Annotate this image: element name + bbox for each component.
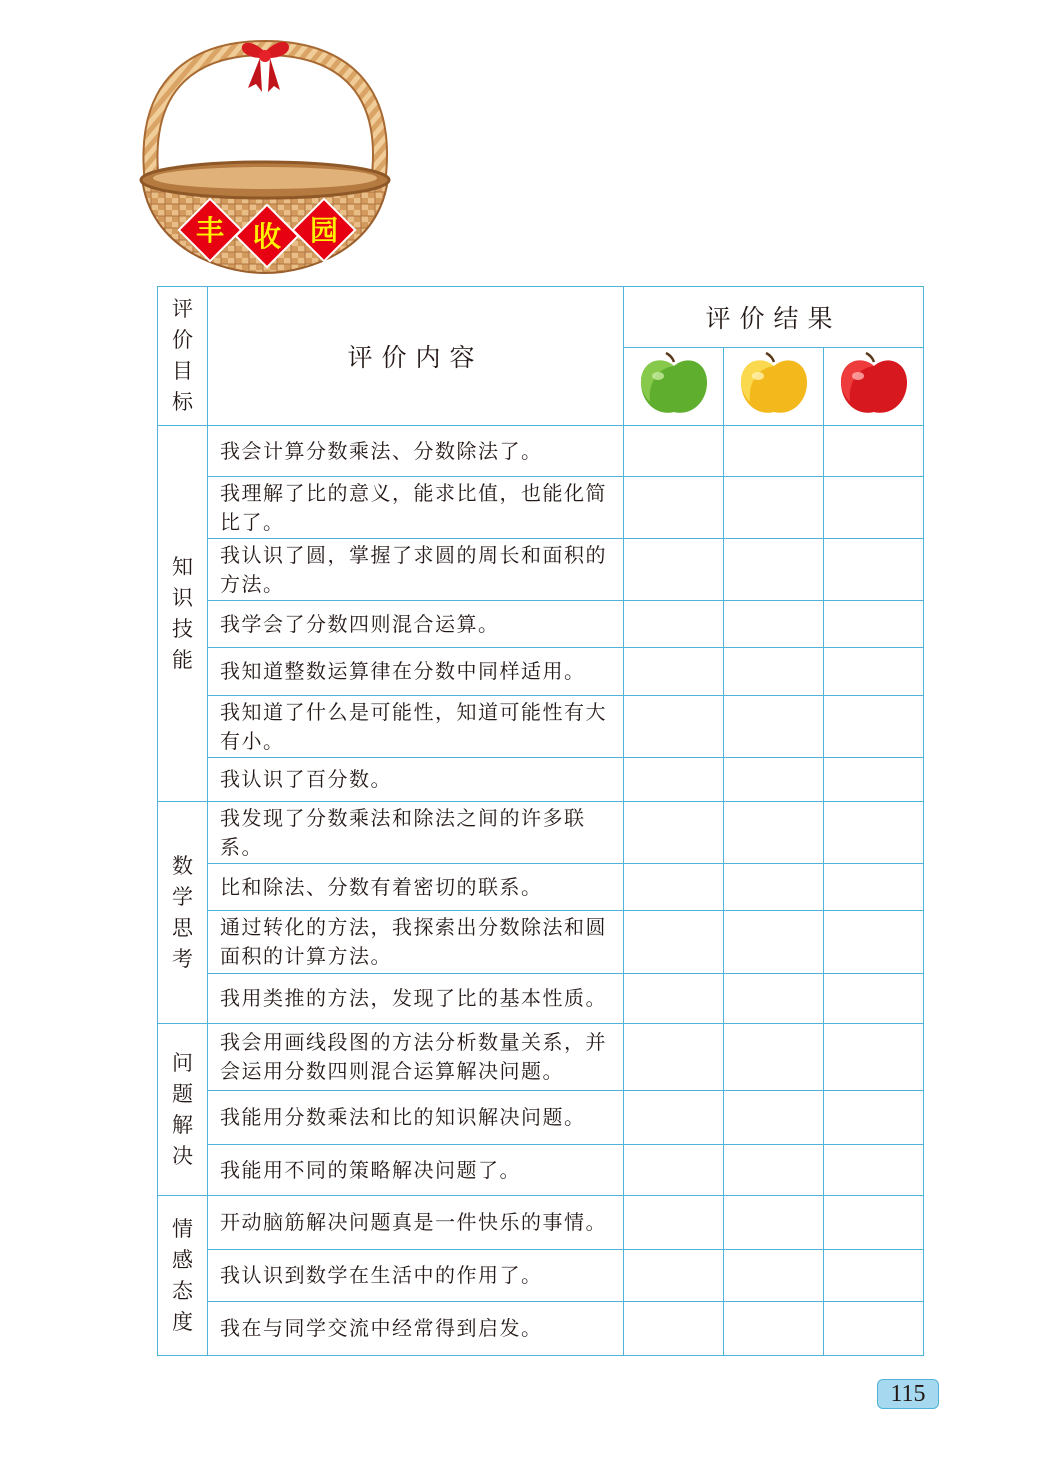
rating-cell-green[interactable] <box>624 696 724 758</box>
rating-cell-yellow[interactable] <box>724 1250 824 1302</box>
rating-cell-green[interactable] <box>624 974 724 1024</box>
rating-cell-yellow[interactable] <box>724 864 824 911</box>
rating-cell-yellow[interactable] <box>724 974 824 1024</box>
rating-cell-green[interactable] <box>624 1302 724 1356</box>
table-row <box>158 1250 924 1302</box>
rating-cell-red[interactable] <box>824 1145 924 1196</box>
apple-header-red <box>824 348 924 426</box>
rating-cell-red[interactable] <box>824 539 924 601</box>
rating-cell-yellow[interactable] <box>724 758 824 802</box>
rating-cell-green[interactable] <box>624 1196 724 1250</box>
rating-cell-yellow[interactable] <box>724 477 824 539</box>
criterion-text: 我认识到数学在生活中的作用了。 <box>208 1250 624 1302</box>
title-char: 丰 <box>195 214 225 247</box>
rating-cell-red[interactable] <box>824 1196 924 1250</box>
rating-cell-green[interactable] <box>624 539 724 601</box>
rating-cell-yellow[interactable] <box>724 426 824 477</box>
criterion-text: 我知道了什么是可能性，知道可能性有大有小。 <box>208 696 624 758</box>
criterion-text: 我理解了比的意义，能求比值，也能化简比了。 <box>208 477 624 539</box>
rating-cell-yellow[interactable] <box>724 1024 824 1091</box>
rating-cell-yellow[interactable] <box>724 696 824 758</box>
harvest-basket-illustration <box>130 18 400 280</box>
page-number: 115 <box>877 1379 939 1409</box>
rating-cell-red[interactable] <box>824 601 924 648</box>
table-row <box>158 601 924 648</box>
rating-cell-red[interactable] <box>824 696 924 758</box>
section-label: 知 识 技 能 <box>158 426 208 802</box>
evaluation-table <box>157 286 924 1356</box>
section-label: 情 感 态 度 <box>158 1196 208 1356</box>
content-header: 评价内容 <box>208 287 624 426</box>
table-row <box>158 802 924 864</box>
rating-cell-yellow[interactable] <box>724 1196 824 1250</box>
table-row <box>158 1196 924 1250</box>
criterion-text: 我会用画线段图的方法分析数量关系，并会运用分数四则混合运算解决问题。 <box>208 1024 624 1091</box>
rating-cell-red[interactable] <box>824 802 924 864</box>
red-apple-icon <box>838 352 910 418</box>
rating-cell-red[interactable] <box>824 648 924 696</box>
rating-cell-green[interactable] <box>624 911 724 974</box>
rating-cell-green[interactable] <box>624 1145 724 1196</box>
criterion-text: 我在与同学交流中经常得到启发。 <box>208 1302 624 1356</box>
table-row <box>158 911 924 974</box>
rating-cell-green[interactable] <box>624 758 724 802</box>
rating-cell-red[interactable] <box>824 911 924 974</box>
criterion-text: 我知道整数运算律在分数中同样适用。 <box>208 648 624 696</box>
rating-cell-yellow[interactable] <box>724 648 824 696</box>
section-label: 数 学 思 考 <box>158 802 208 1024</box>
title-char: 园 <box>309 214 339 247</box>
rating-cell-yellow[interactable] <box>724 1145 824 1196</box>
criterion-text: 通过转化的方法，我探索出分数除法和圆面积的计算方法。 <box>208 911 624 974</box>
table-row <box>158 864 924 911</box>
rating-cell-red[interactable] <box>824 1250 924 1302</box>
title-char: 收 <box>252 220 282 253</box>
table-row <box>158 539 924 601</box>
table-row <box>158 1302 924 1356</box>
rating-cell-green[interactable] <box>624 1024 724 1091</box>
table-row <box>158 974 924 1024</box>
rating-cell-red[interactable] <box>824 477 924 539</box>
table-row <box>158 758 924 802</box>
criterion-text: 我会计算分数乘法、分数除法了。 <box>208 426 624 477</box>
rating-cell-red[interactable] <box>824 758 924 802</box>
table-row <box>158 477 924 539</box>
criterion-text: 我学会了分数四则混合运算。 <box>208 601 624 648</box>
table-row <box>158 1145 924 1196</box>
table-row <box>158 1091 924 1145</box>
rating-cell-red[interactable] <box>824 1302 924 1356</box>
rating-cell-yellow[interactable] <box>724 802 824 864</box>
criterion-text: 我认识了圆，掌握了求圆的周长和面积的方法。 <box>208 539 624 601</box>
rating-cell-red[interactable] <box>824 1091 924 1145</box>
rating-cell-red[interactable] <box>824 1024 924 1091</box>
rating-cell-green[interactable] <box>624 802 724 864</box>
apple-header-yellow <box>724 348 824 426</box>
rating-cell-red[interactable] <box>824 426 924 477</box>
yellow-apple-icon <box>738 352 810 418</box>
rating-cell-yellow[interactable] <box>724 601 824 648</box>
rating-cell-green[interactable] <box>624 426 724 477</box>
table-row <box>158 648 924 696</box>
criterion-text: 开动脑筋解决问题真是一件快乐的事情。 <box>208 1196 624 1250</box>
criterion-text: 我能用分数乘法和比的知识解决问题。 <box>208 1091 624 1145</box>
result-header: 评价结果 <box>624 287 924 348</box>
criterion-text: 我用类推的方法，发现了比的基本性质。 <box>208 974 624 1024</box>
criterion-text: 比和除法、分数有着密切的联系。 <box>208 864 624 911</box>
rating-cell-green[interactable] <box>624 601 724 648</box>
apple-header-green <box>624 348 724 426</box>
rating-cell-green[interactable] <box>624 1250 724 1302</box>
rating-cell-yellow[interactable] <box>724 911 824 974</box>
goal-header: 评 价 目 标 <box>158 287 208 426</box>
rating-cell-green[interactable] <box>624 864 724 911</box>
table-row <box>158 696 924 758</box>
criterion-text: 我发现了分数乘法和除法之间的许多联系。 <box>208 802 624 864</box>
rating-cell-green[interactable] <box>624 648 724 696</box>
criterion-text: 我能用不同的策略解决问题了。 <box>208 1145 624 1196</box>
rating-cell-green[interactable] <box>624 477 724 539</box>
rating-cell-yellow[interactable] <box>724 539 824 601</box>
criterion-text: 我认识了百分数。 <box>208 758 624 802</box>
rating-cell-red[interactable] <box>824 864 924 911</box>
rating-cell-red[interactable] <box>824 974 924 1024</box>
section-label: 问 题 解 决 <box>158 1024 208 1196</box>
rating-cell-green[interactable] <box>624 1091 724 1145</box>
green-apple-icon <box>638 352 710 418</box>
rating-cell-yellow[interactable] <box>724 1091 824 1145</box>
rating-cell-yellow[interactable] <box>724 1302 824 1356</box>
table-row <box>158 426 924 477</box>
table-row <box>158 1024 924 1091</box>
